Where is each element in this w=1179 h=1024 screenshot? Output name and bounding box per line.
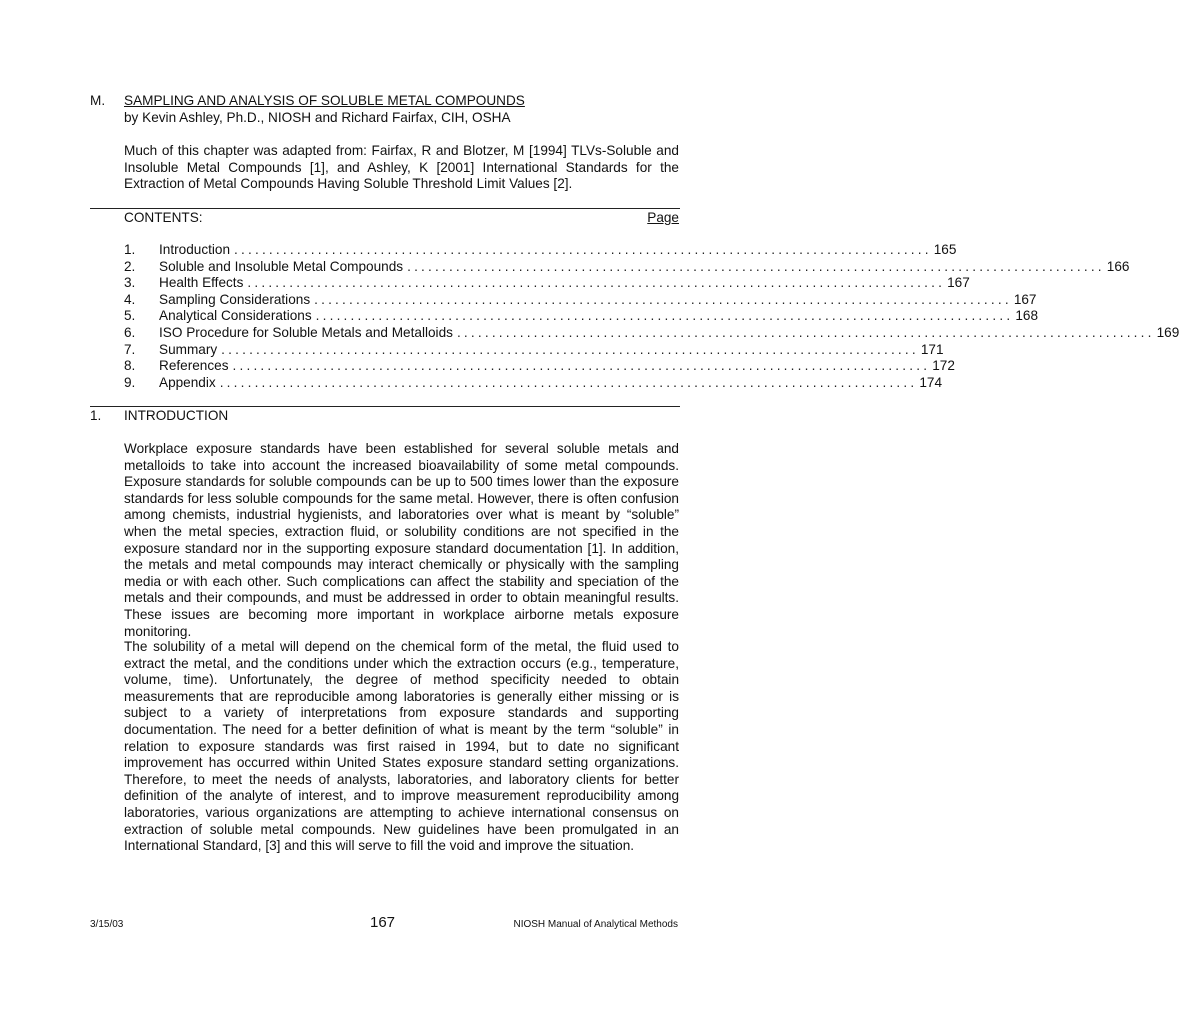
toc-item-title: Introduction [159,242,231,257]
toc-item-page: 172 [932,358,955,374]
toc-leader-dots: .................................................................................................... [247,275,946,291]
toc-item [124,242,957,259]
toc-item [124,358,955,375]
footer-page-number: 167 [370,914,396,931]
footer-date: 3/15/03 [90,919,124,930]
toc-item-page: 166 [1106,258,1130,274]
introduction-top-rule [90,406,680,407]
section-title: SAMPLING AND ANALYSIS OF SOLUBLE METAL COMPOUNDS [124,93,525,108]
toc-item [124,308,1039,325]
toc-item-number: 3. [124,275,136,291]
toc-item-title: References [159,358,229,374]
toc-leader-dots: .................................................................................................... [456,324,1155,340]
toc-item-number: 2. [124,258,136,274]
toc-item-number: 5. [124,308,136,324]
toc-item-page: 174 [919,374,943,390]
introduction-paragraph-2 [124,639,679,855]
toc-item-page: 165 [933,242,957,257]
toc-item-title: Appendix [159,374,216,390]
toc-item-page: 168 [1015,308,1039,324]
toc-item-number: 4. [124,291,136,307]
paragraph-text: Workplace exposure standards have been established for several soluble metals and metalloids to take into account the increased bioavailability of some metal compounds. Exposure standards for soluble compounds can be up to 500 times lower than the exposure standards for less soluble compounds for the same metal. However, there is often confusion among chemists, industrial hygienists, and laboratories over what is meant by “soluble” when the metal species, extraction fluid, or solubility conditions are not specified in the exposure standard nor in the supporting exposure standard documentation [1]. In addition, the metals and metal compounds may interact chemically or physically with the sampling media or with each other. Such complications can affect the stability and speciation of the metals and their compounds, and must be addressed in order to obtain meaningful results. These issues are becoming more important in workplace airborne metals exposure monitoring. [124,441,679,639]
contents-label: CONTENTS: [124,210,203,225]
toc-item-number: 8. [124,358,136,374]
toc-item-number: 6. [124,324,136,340]
toc-leader-dots: .................................................................................................... [315,308,1014,324]
table-of-contents [124,242,1179,391]
toc-item [124,341,944,359]
toc-item-title: Analytical Considerations [159,308,312,324]
toc-leader-dots: .................................................................................................... [407,258,1105,274]
toc-item-number: 1. [124,242,136,257]
section-authors: by Kevin Ashley, Ph.D., NIOSH and Richard Fairfax, CIH, OSHA [124,110,511,125]
toc-leader-dots: .................................................................................................... [232,358,931,374]
toc-item-page: 167 [947,275,970,291]
toc-item-page: 167 [1013,291,1037,307]
toc-item-title: Health Effects [159,275,244,291]
toc-leader-dots: .................................................................................................... [221,341,919,357]
toc-item-number: 7. [124,341,136,357]
toc-item-number: 9. [124,374,136,390]
introduction-heading: INTRODUCTION [124,408,229,423]
toc-item [124,258,1130,276]
toc-item-title: Soluble and Insoluble Metal Compounds [159,258,404,274]
toc-item-title: Sampling Considerations [159,291,311,307]
toc-item-page: 171 [920,341,944,357]
introduction-number: 1. [90,408,102,423]
contents-top-rule [90,208,680,209]
toc-item-title: Summary [159,341,218,357]
toc-leader-dots: .................................................................................................... [314,291,1012,307]
toc-leader-dots: .................................................................................................... [234,242,932,257]
adaptation-note: Much of this chapter was adapted from: Fairfax, R and Blotzer, M [1994] TLVs-Soluble and Insoluble Metal Compounds [1], and Ashley, K [2001] International Standards for the Extraction of Metal Compounds Having Soluble Threshold Limit Values [2]. [124,143,679,192]
toc-item [124,291,1037,309]
toc-item [124,275,970,292]
contents-page-label: Page [647,210,679,225]
section-letter: M. [90,93,106,108]
toc-leader-dots: .................................................................................................... [219,374,918,390]
toc-item [124,324,1179,342]
toc-item-page: 169 [1156,324,1179,340]
toc-item-title: ISO Procedure for Soluble Metals and Metalloids [159,324,453,340]
toc-item [124,374,943,392]
paragraph-text: The solubility of a metal will depend on the chemical form of the metal, the fluid used to extract the metal, and the conditions under which the extraction occurs (e.g., temperature, volume, time). Unfortunately, the degree of method specificity needed to obtain measurements that are reproducible among laboratories is generally either missing or is subject to a variety of interpretations from exposure standards and supporting documentation. The need for a better definition of what is meant by the term “soluble” in relation to exposure standards was first raised in 1994, but to date no significant improvement has occurred within United States exposure standard setting organizations. Therefore, to meet the needs of analysts, laboratories, and laboratory clients for better definition of the analyte of interest, and to improve measurement reproducibility among laboratories, various organizations are attempting to achieve international consensus on extraction of soluble metal compounds. New guidelines have been promulgated in an International Standard, [3] and this will serve to fill the void and improve the situation. [124,639,679,854]
footer-manual-title: NIOSH Manual of Analytical Methods [513,919,678,930]
introduction-paragraph-1 [124,441,679,640]
